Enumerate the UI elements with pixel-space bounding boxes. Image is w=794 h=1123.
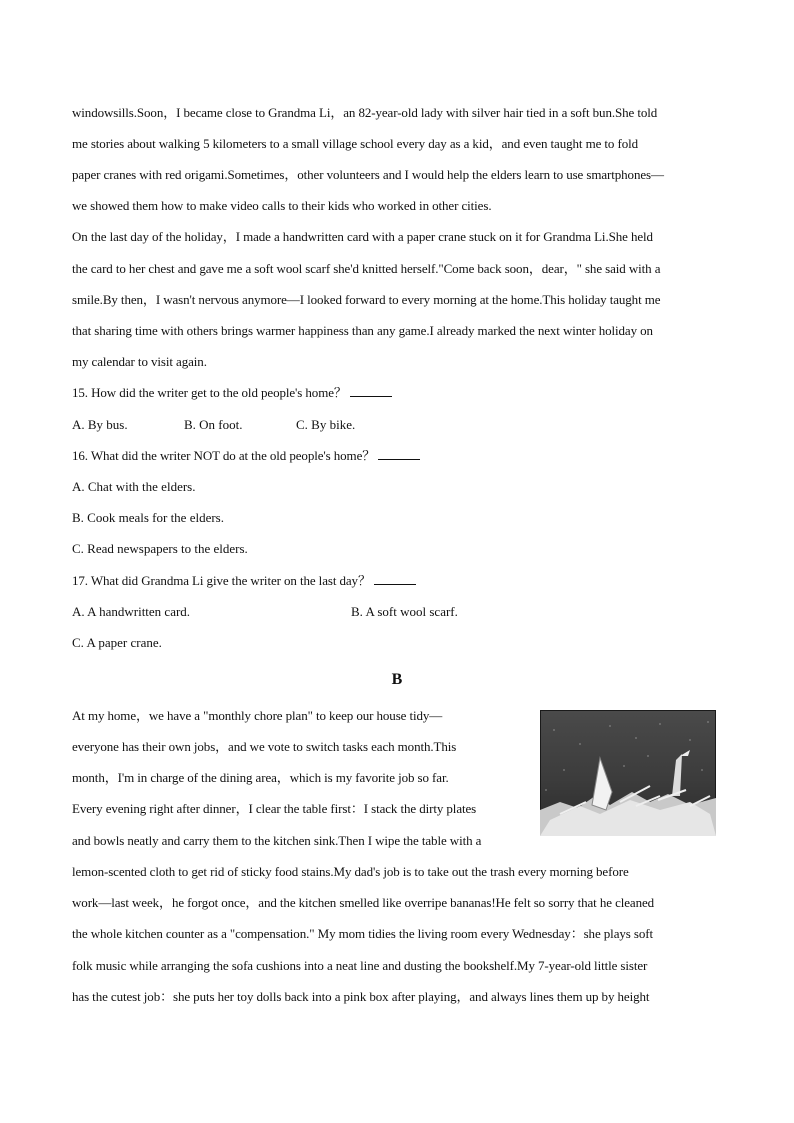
option-b: B. On foot. — [184, 417, 243, 432]
option-b: B. A soft wool scarf. — [351, 604, 458, 619]
option-a: A. A handwritten card. — [72, 604, 191, 619]
passage-b-line: folk music while arranging the sofa cushions into a neat line and dusting the bookshelf.My 7-year-old little sister — [72, 958, 648, 973]
question-stem: 16. What did the writer NOT do at the old people's home？ — [72, 448, 376, 463]
passage-a-line: the card to her chest and gave me a soft wool scarf she'd knitted herself."Come back soon，dear，" she said with a — [72, 261, 661, 276]
passage-b-line: everyone has their own jobs，and we vote to switch tasks each month.This — [72, 739, 457, 754]
passage-a-line: we showed them how to make video calls to their kids who worked in other cities. — [72, 198, 492, 213]
passage-a-line: windowsills.Soon，I became close to Grandma Li，an 82-year-old lady with silver hair tied in a soft bun.She told — [72, 105, 658, 120]
section-b-title: B — [391, 671, 403, 688]
option-c: C. By bike. — [296, 417, 356, 432]
option-b: B. Cook meals for the elders. — [72, 510, 224, 525]
answer-blank[interactable] — [378, 448, 420, 460]
answer-blank[interactable] — [350, 385, 392, 397]
passage-a-line: my calendar to visit again. — [72, 354, 207, 369]
passage-a-line: me stories about walking 5 kilometers to a small village school every day as a kid，and even taught me to fold — [72, 136, 639, 151]
option-c: C. A paper crane. — [72, 635, 162, 650]
passage-b-line: has the cutest job：she puts her toy dolls back into a pink box after playing，and always lines them up by height — [72, 989, 650, 1004]
passage-b-line: At my home，we have a "monthly chore plan" to keep our house tidy— — [72, 708, 443, 723]
question-17 — [72, 573, 722, 588]
passage-b-line: lemon-scented cloth to get rid of sticky food stains.My dad's job is to take out the trash every morning before — [72, 864, 629, 879]
passage-b-line: and bowls neatly and carry them to the kitchen sink.Then I wipe the table with a — [72, 833, 482, 848]
question-15 — [72, 385, 722, 400]
answer-blank[interactable] — [374, 573, 416, 585]
question-stem: 17. What did Grandma Li give the writer on the last day？ — [72, 573, 371, 588]
passage-b-line: the whole kitchen counter as a "compensation." My mom tidies the living room every Wednesday：she plays soft — [72, 926, 653, 941]
option-c: C. Read newspapers to the elders. — [72, 541, 248, 556]
option-a: A. Chat with the elders. — [72, 479, 196, 494]
question-16 — [72, 448, 722, 463]
passage-b-line: Every evening right after dinner，I clear the table first：I stack the dirty plates — [72, 801, 477, 816]
option-a: A. By bus. — [72, 417, 128, 432]
passage-b-line: work—last week，he forgot once，and the kitchen smelled like overripe bananas!He felt so sorry that he cleaned — [72, 895, 655, 910]
passage-a-line: On the last day of the holiday，I made a handwritten card with a paper crane stuck on it for Grandma Li.She held — [72, 229, 653, 244]
passage-b-line: month，I'm in charge of the dining area，which is my favorite job so far. — [72, 770, 449, 785]
passage-a-line: paper cranes with red origami.Sometimes，other volunteers and I would help the elders learn to use smartphones— — [72, 167, 664, 182]
passage-a-line: smile.By then，I wasn't nervous anymore—I looked forward to every morning at the home.This holiday taught me — [72, 292, 661, 307]
snowy-scene-photo-art — [540, 710, 716, 836]
question-stem: 15. How did the writer get to the old people's home？ — [72, 385, 347, 400]
snowy-scene-photo — [540, 710, 716, 836]
passage-a-line: that sharing time with others brings warmer happiness than any game.I already marked the next winter holiday on — [72, 323, 653, 338]
